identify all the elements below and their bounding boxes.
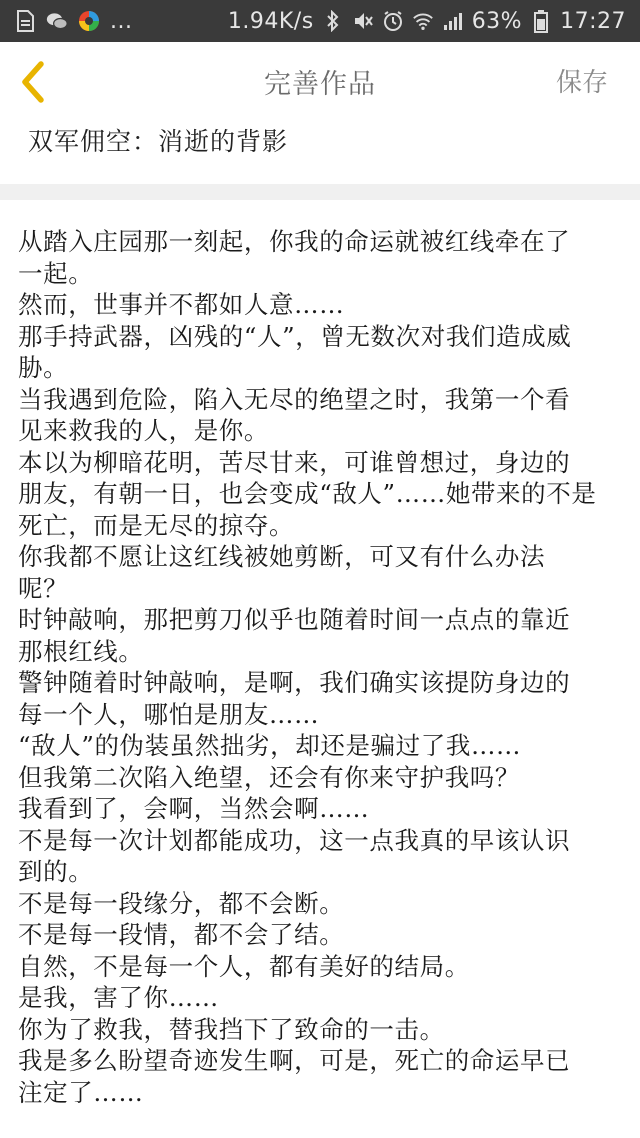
content-line: 自然，不是每一个人，都有美好的结局。 — [18, 951, 470, 981]
save-button[interactable]: 保存 — [555, 68, 608, 98]
content-line: 到的。 — [18, 857, 94, 886]
content-line: 见来救我的人，是你。 — [18, 416, 269, 445]
content-line: 然而，世事并不都如人意…… — [18, 290, 345, 319]
content-line: 你为了救我，替我挡下了致命的一击。 — [18, 1014, 445, 1044]
signal-icon — [442, 10, 464, 32]
wifi-icon — [412, 10, 434, 32]
content-line: 胁。 — [18, 353, 69, 382]
content-line: 是我，害了你…… — [18, 983, 219, 1012]
content-line: 不是每一次计划都能成功，这一点我真的早该认识 — [18, 825, 571, 855]
content-line: 那手持武器，凶残的“人”，曾无数次对我们造成威 — [18, 321, 572, 351]
content-line: 从踏入庄园那一刻起，你我的命运就被红线牵在了 — [18, 227, 571, 256]
content-line: 注定了…… — [18, 1077, 144, 1107]
notification-overflow: ... — [110, 8, 133, 34]
content-line: 朋友，有朝一日，也会变成“敌人”……她带来的不是 — [18, 479, 597, 508]
content-line: 那根红线。 — [18, 636, 144, 666]
content-line: 不是每一段情，都不会了结。 — [18, 920, 345, 949]
content-line: 不是每一段缘分，都不会断。 — [18, 888, 345, 918]
content-line: 但我第二次陷入绝望，还会有你来守护我吗？ — [18, 762, 520, 792]
status-bar-left — [14, 9, 132, 34]
content-line: 你我都不愿让这红线被她剪断，可又有什么办法 — [18, 542, 546, 571]
file-icon — [14, 10, 36, 32]
content-line: 一起。 — [18, 258, 94, 288]
content-line: 呢？ — [18, 573, 69, 603]
battery-icon — [530, 10, 552, 32]
alarm-icon — [382, 10, 404, 32]
status-bar-right — [228, 9, 626, 34]
content-line: “敌人”的伪装虽然拙劣，却还是骗过了我…… — [18, 731, 522, 760]
content-line: 死亡，而是无尽的掠夺。 — [18, 510, 295, 540]
work-title-field[interactable]: 双军佣空：消逝的背影 — [28, 127, 289, 156]
mute-icon — [352, 10, 374, 32]
content-line: 我看到了，会啊，当然会啊…… — [18, 794, 370, 823]
content-line: 每一个人，哪怕是朋友…… — [18, 699, 320, 729]
page-title: 完善作品 — [264, 69, 376, 100]
content-line: 警钟随着时钟敲响，是啊，我们确实该提防身边的 — [18, 668, 571, 697]
clock: 17:27 — [560, 8, 626, 34]
status-bar — [0, 0, 640, 42]
network-speed: 1.94K/s — [227, 8, 314, 34]
content-line: 时钟敲响，那把剪刀似乎也随着时间一点点的靠近 — [18, 605, 571, 634]
bluetooth-icon — [322, 10, 344, 32]
content-editor[interactable] — [18, 226, 618, 1108]
wechat-icon — [46, 10, 68, 32]
battery-percent: 63% — [471, 8, 523, 34]
content-line: 本以为柳暗花明，苦尽甘来，可谁曾想过，身边的 — [18, 447, 571, 477]
app-icon — [78, 10, 100, 32]
app-header — [0, 42, 640, 122]
content-line: 我是多么盼望奇迹发生啊，可是，死亡的命运早已 — [18, 1046, 571, 1075]
section-divider — [0, 184, 640, 200]
content-line: 当我遇到危险，陷入无尽的绝望之时，我第一个看 — [18, 384, 571, 414]
